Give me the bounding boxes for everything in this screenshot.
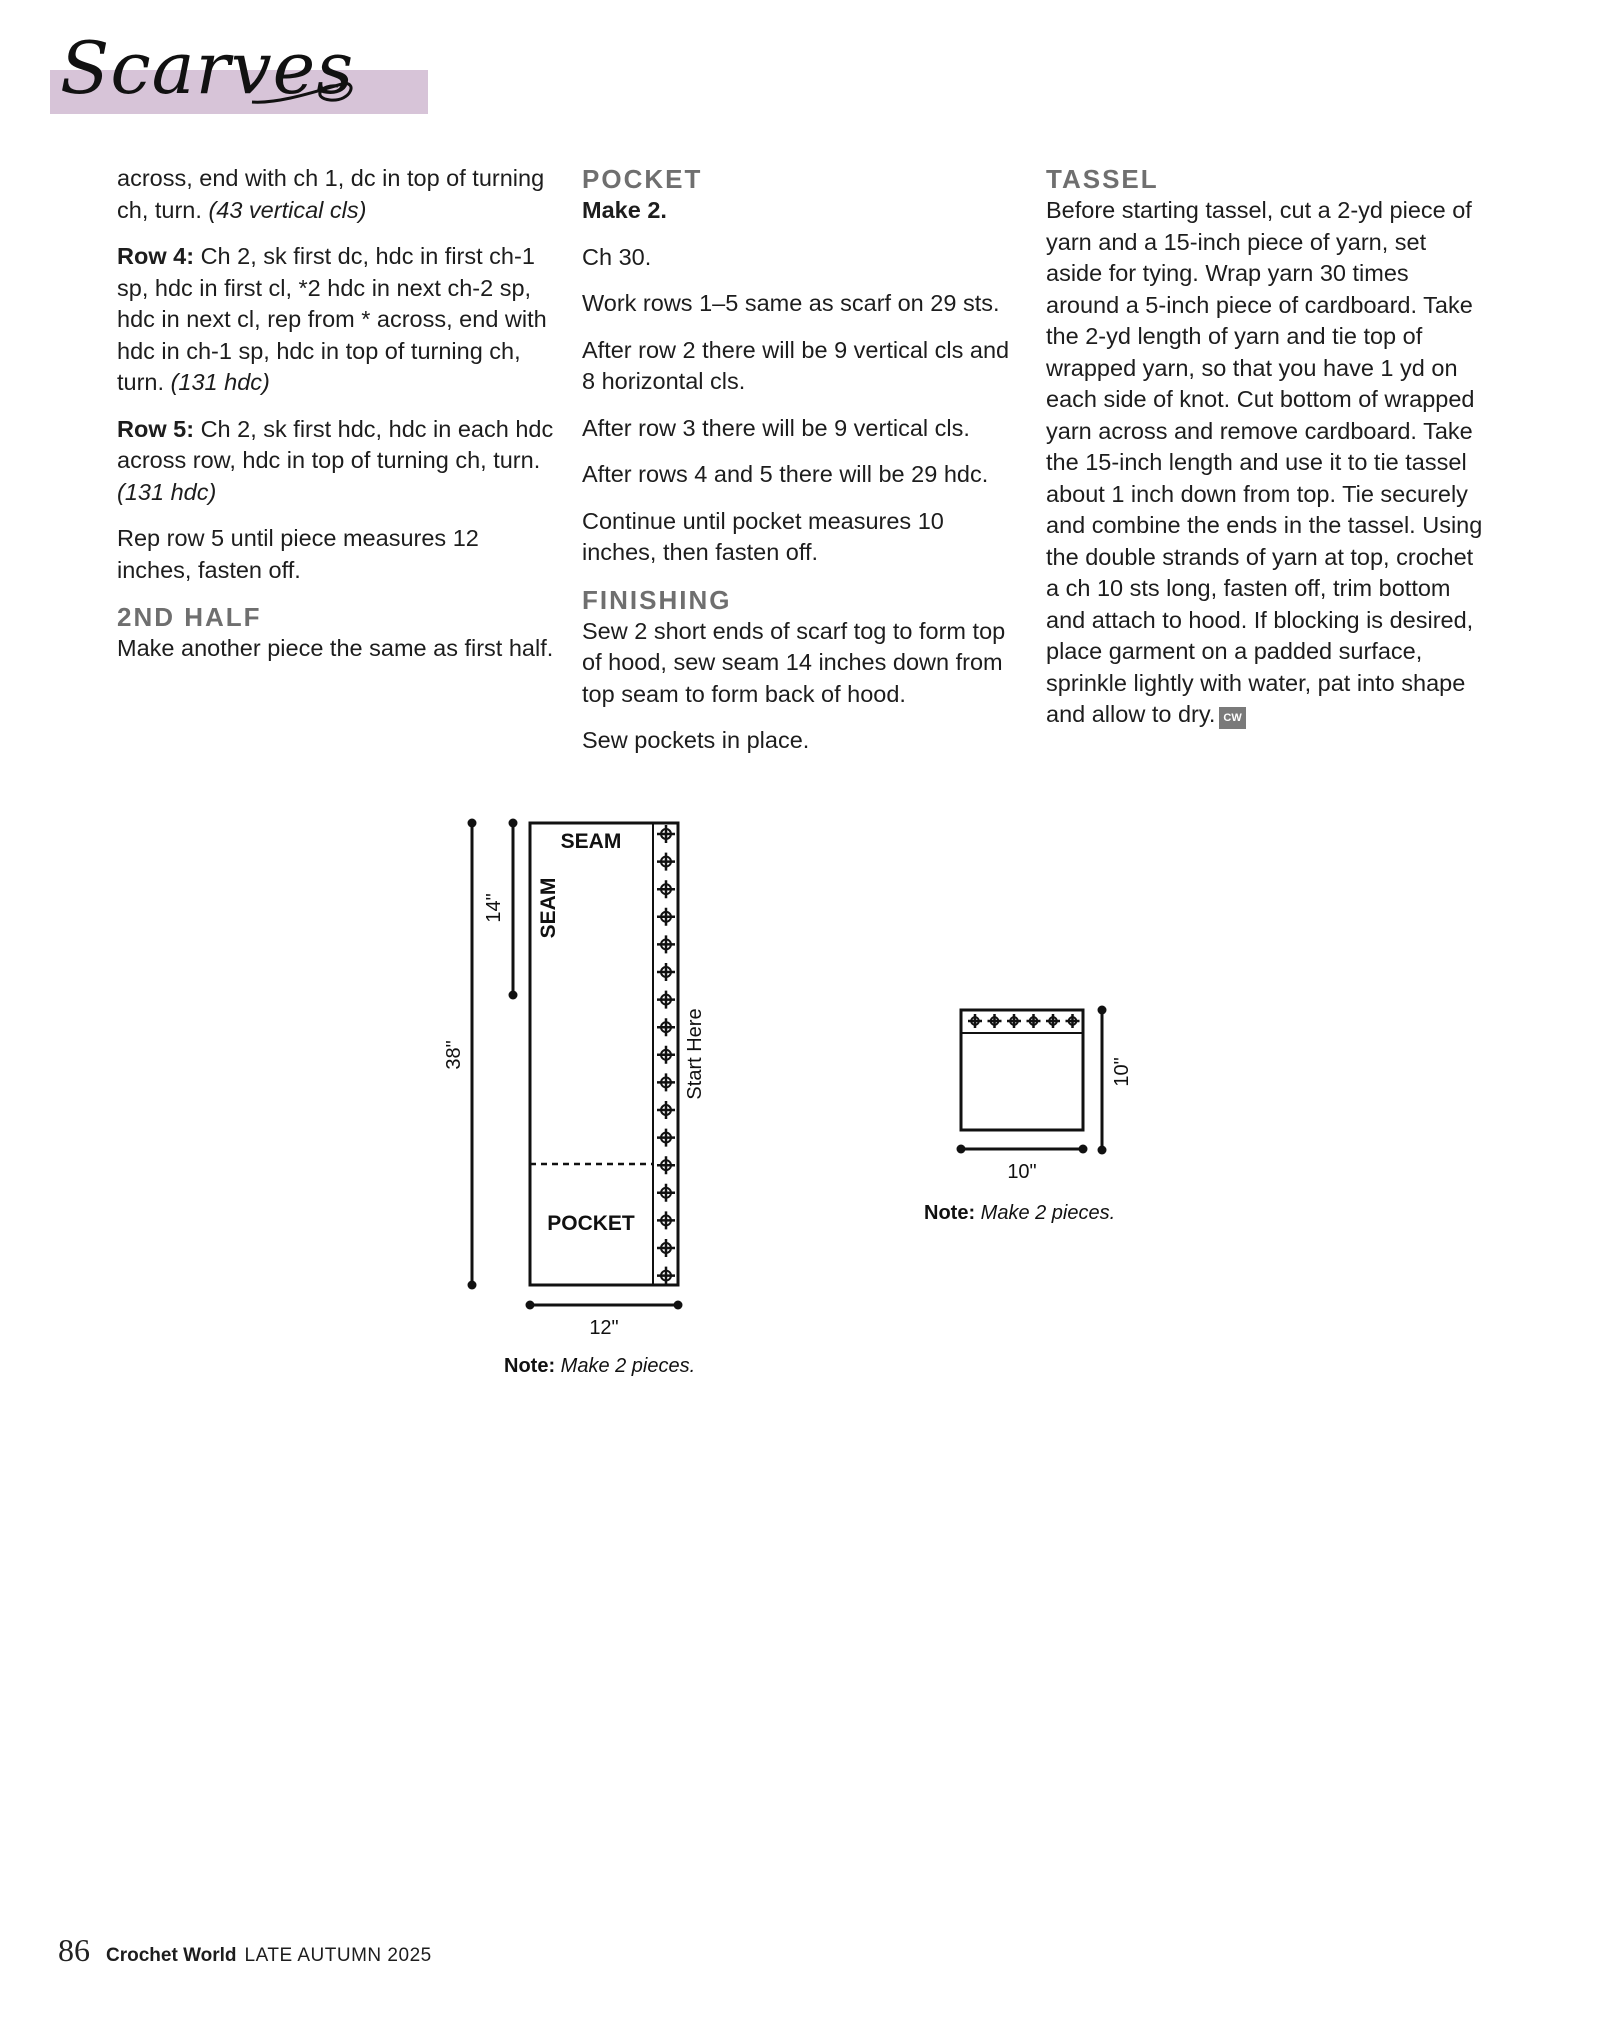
page-footer: [58, 1932, 432, 1969]
scarf-note-label: Note:: [504, 1355, 556, 1377]
pocket-stitch-pattern: [968, 1014, 1080, 1028]
row3-count: (43 vertical cls): [208, 196, 367, 223]
pocket-note: [924, 1202, 1115, 1225]
stitch-symbol: [657, 1046, 675, 1064]
stitch-symbol: [657, 1156, 675, 1174]
stitch-symbol: [657, 1073, 675, 1091]
stitch-symbol: [657, 908, 675, 926]
dim-38-end-bottom: [468, 1281, 477, 1290]
row5-text: Ch 2, sk first hdc, hdc in each hdc across row, hdc in top of turning ch, turn.: [117, 415, 554, 473]
stitch-symbol: [988, 1014, 1002, 1028]
end-mark-icon: CW: [1219, 707, 1245, 729]
magazine-title: Crochet World: [106, 1945, 237, 1966]
row3-end-text: across, end with ch 1, dc in top of turning ch, turn.: [117, 165, 545, 223]
seam-side-label: SEAM: [537, 877, 560, 939]
dim-10-right-end-bottom: [1098, 1146, 1107, 1155]
stitch-symbol: [657, 963, 675, 981]
stitch-symbol: [657, 1129, 675, 1147]
dim-38-end-top: [468, 819, 477, 828]
section-title: Scarves: [60, 26, 355, 110]
pocket-step-5: After rows 4 and 5 there will be 29 hdc.: [582, 461, 989, 487]
dim-10-bottom-end-left: [957, 1145, 966, 1154]
dim-14-end-top: [509, 819, 518, 828]
pocket-outline: [961, 1010, 1083, 1130]
heading-pocket: POCKET: [582, 164, 703, 194]
heading-finishing: FINISHING: [582, 584, 732, 615]
stitch-symbol: [968, 1014, 982, 1028]
pocket-schematic: [957, 1006, 1134, 1184]
stitch-symbol: [1027, 1014, 1041, 1028]
dim-10-right-end-top: [1098, 1006, 1107, 1015]
dim-12-end-left: [526, 1301, 535, 1310]
finishing-step-1: Sew 2 short ends of scarf tog to form top of hood, sew seam 14 inches down from top seam to form back of hood.: [582, 617, 1006, 707]
stitch-symbol: [657, 991, 675, 1009]
stitch-symbol: [657, 935, 675, 953]
row4-label: Row 4:: [117, 243, 195, 269]
stitch-symbol: [657, 825, 675, 843]
heading-tassel: TASSEL: [1046, 164, 1159, 194]
paragraph-repeat: Rep row 5 until piece measures 12 inches, fasten off.: [117, 525, 479, 583]
pocket-step-4: After row 3 there will be 9 vertical cls.: [582, 414, 970, 441]
issue-label: LATE AUTUMN 2025: [244, 1945, 432, 1966]
stitch-symbol: [657, 1101, 675, 1119]
dim-10-bottom-label: 10": [1007, 1161, 1037, 1183]
seam-top-label: SEAM: [560, 830, 622, 853]
stitch-symbol: [1066, 1014, 1080, 1028]
stitch-symbol: [657, 1267, 675, 1285]
stitch-symbol: [1046, 1014, 1060, 1028]
pocket-step-3: After row 2 there will be 9 vertical cls and 8 horizontal cls.: [582, 336, 1010, 394]
tassel-text: Before starting tassel, cut a 2-yd piece of yarn and a 15-inch piece of yarn, set aside for tying. Wrap yarn 30 times around a 5-inch piece of cardboard. Take the 2-yd length of yarn and tie top of wrapped yarn, so that you have 1 yd on each side of knot. Cut bottom of wrapped yarn across and remove cardboard. Take the 15-inch length and use it to tie tassel about 1 inch down from top. Tie securely and combine the ends in the tassel. Using the double strands of yarn at top, crochet a ch 10 sts long, fasten off, trim bottom and attach to hood. If blocking is desired, place garment on a padded surface, sprinkle lightly with water, pat into shape and allow to dry.: [1046, 197, 1483, 727]
pocket-subheading: Make 2.: [582, 197, 667, 223]
stitch-symbol: [657, 880, 675, 898]
row4-text: Ch 2, sk first dc, hdc in first ch-1 sp, hdc in first cl, *2 hdc in next ch-2 sp, hdc in next cl, rep from * across, end with hdc in ch-1 sp, hdc in top of turning ch, turn.: [117, 243, 547, 395]
paragraph-2nd-half: Make another piece the same as first half.: [117, 635, 554, 661]
scarf-note-text: Make 2 pieces.: [555, 1355, 696, 1377]
pocket-note-label: Note:: [924, 1202, 976, 1224]
dim-10-bottom-end-right: [1079, 1145, 1088, 1154]
stitch-symbol: [657, 1239, 675, 1257]
stitch-symbol: [657, 1211, 675, 1229]
pocket-step-1: Ch 30.: [582, 243, 652, 270]
page-number: 86: [58, 1932, 90, 1968]
finishing-step-2: Sew pockets in place.: [582, 727, 810, 753]
dim-10-right-label: 10": [1111, 1057, 1133, 1087]
scarf-schematic: [443, 819, 706, 1340]
heading-2nd-half: 2ND HALF: [117, 602, 262, 632]
stitch-symbol: [657, 1184, 675, 1202]
dim-12-end-right: [674, 1301, 683, 1310]
stitch-edge-pattern: [657, 825, 675, 1285]
row5-label: Row 5:: [117, 415, 195, 442]
row4-count: (131 hdc): [170, 369, 270, 395]
row5-count: (131 hdc): [117, 478, 217, 505]
stitch-symbol: [657, 1018, 675, 1036]
pocket-label: POCKET: [547, 1212, 635, 1235]
pocket-step-6: Continue until pocket measures 10 inches, then fasten off.: [582, 507, 944, 565]
scarf-note: [504, 1355, 695, 1378]
dim-38-label: 38": [443, 1040, 465, 1070]
dim-14-label: 14": [483, 893, 505, 923]
stitch-symbol: [657, 853, 675, 871]
start-here-label: Start Here: [684, 1008, 706, 1100]
pocket-note-text: Make 2 pieces.: [975, 1202, 1116, 1224]
dim-12-label: 12": [589, 1317, 619, 1339]
dim-14-end-bottom: [509, 991, 518, 1000]
stitch-symbol: [1007, 1014, 1021, 1028]
pocket-step-2: Work rows 1–5 same as scarf on 29 sts.: [582, 290, 1000, 316]
